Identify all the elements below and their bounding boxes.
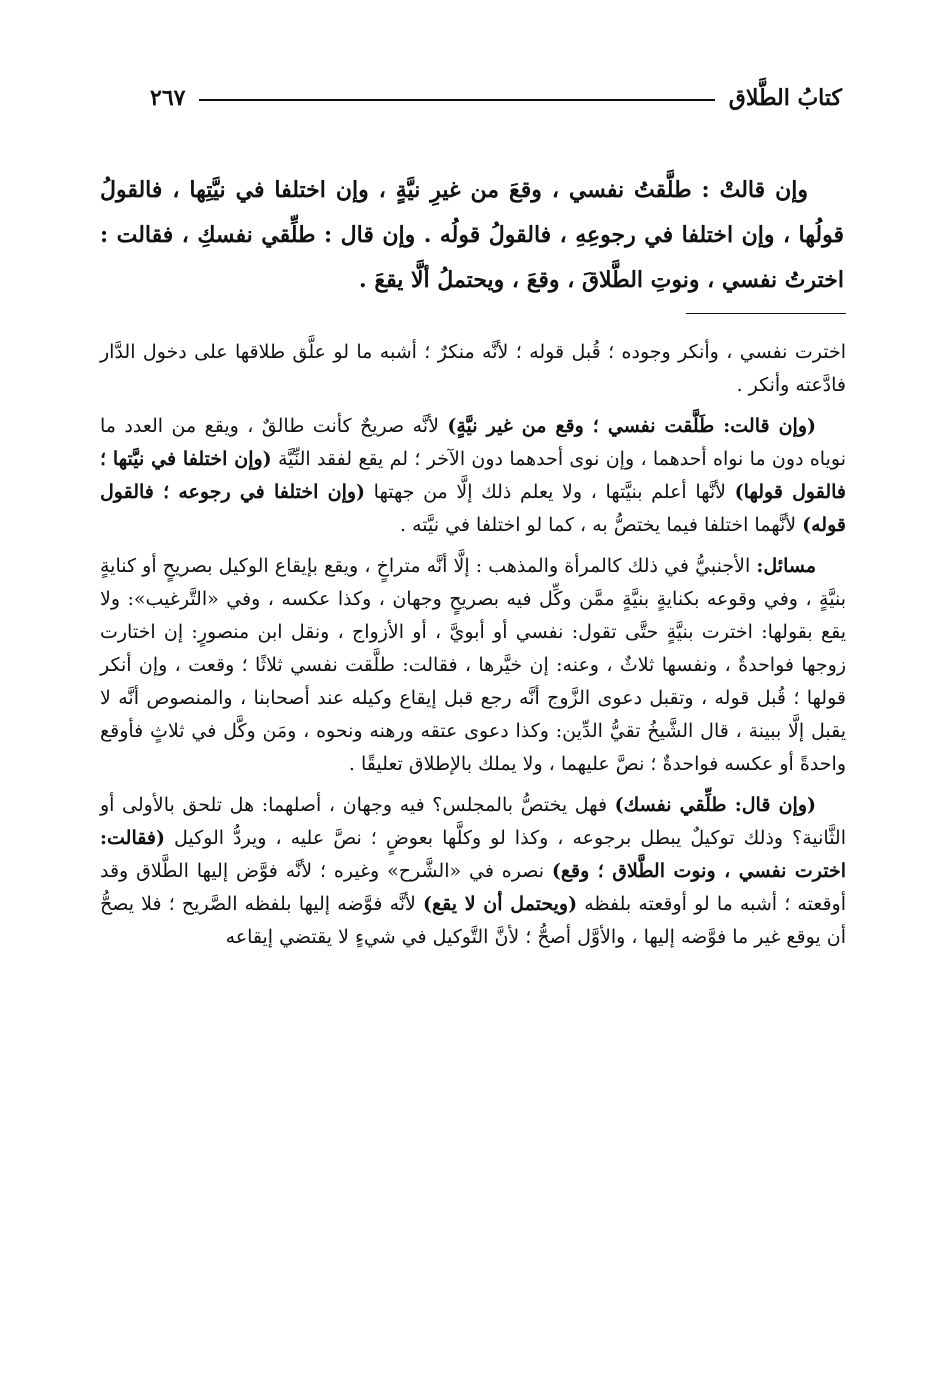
running-header bbox=[150, 78, 842, 118]
commentary-text: الأجنبيُّ في ذلك كالمرأة والمذهب : إلَّا أنَّه متراخٍ ، ويقع بإيقاع الوكيل بصريحٍ أو كنايةٍ بنيَّةٍ ، وفي وقوعه بكنايةٍ بنيَّةٍ ممَّن وكِّل فيه بصريحٍ وجهان ، وكذا عكسه ، وفي «التَّرغيب»: ولا يقع بقولها: اخترت بنيَّةٍ حتَّى تقول: نفسي أو أبويَّ ، أو الأزواج ، ونقل ابن منصورٍ: إن اختارت زوجها فواحدةٌ ، ونفسها ثلاثٌ ، وعنه: إن خيَّرها ، فقالت: طلَّقت نفسي ثلاثًا ؛ وقعت ، وإن أنكر قولها ؛ قُبل قوله ، وتقبل دعوى الزَّوج أنَّه رجع قبل إيقاع وكيله عند أصحابنا ، والمنصوص أنَّه لا يقبل إلَّا ببينة ، قال الشَّيخُ تقيُّ الدِّين: وكذا دعوى عتقه ورهنه ونحوه ، ومَن وكَّل في ثلاثٍ فأوقع واحدةً أو عكسه فواحدةٌ ؛ نصَّ عليهما ، ولا يملك بالإطلاق تعليقًا . bbox=[100, 555, 846, 775]
main-text-paragraph: وإن قالتْ : طلَّقتُ نفسي ، وقعَ من غيرِ نيَّةٍ ، وإن اختلفا في نيَّتِها ، فالقولُ قولُها ، وإن اختلفا في رجوعِهِ ، فالقولُ قولُه . وإن قال : طلِّقي نفسكِ ، فقالت : اخترتُ نفسي ، ونوتِ الطَّلاقَ ، وقعَ ، ويحتملُ ألَّا يقعَ . bbox=[100, 177, 844, 293]
commentary-paragraph-1: اخترت نفسي ، وأنكر وجوده ؛ قُبل قوله ؛ لأنَّه منكرٌ ؛ أشبه ما لو علَّق طلاقها على دخول الدَّار فادَّعته وأنكر . bbox=[100, 341, 846, 396]
header-rule bbox=[199, 99, 714, 101]
commentary-paragraph-4 bbox=[100, 789, 846, 954]
chapter-title: كتابُ الطَّلاق bbox=[728, 85, 842, 111]
section-label: مسائل: bbox=[756, 555, 816, 577]
commentary-text: لأنَّه صريحٌ كأنت طالقٌ ، ويقع من العدد ما نوياه دون ما نواه أحدهما ، وإن نوى أحدهما دون الآخر ؛ لم يقع لفقد النِّيَّة bbox=[100, 415, 846, 470]
quoted-text: (وإن قالت: طَلَّقت نفسي ؛ وقع من غير نيَّةٍ) bbox=[447, 415, 816, 437]
commentary-text: نصره في «الشَّرح» وغيره ؛ لأنَّه فوَّض إليها الطَّلاق وقد أوقعته ؛ أشبه ما لو أوقعته بلفظه bbox=[100, 860, 846, 915]
main-text bbox=[100, 168, 844, 303]
commentary-text: لأنَّه فوَّضه إليها بلفظه الصَّريح ؛ فلا يصحُّ أن يوقع غير ما فوَّضه إليها ، والأوَّل أصحُّ ؛ لأنَّ التَّوكيل في شيءٍ لا يقتضي إيقاعه bbox=[100, 893, 846, 948]
quoted-text: (ويحتمل أن لا يقع) bbox=[423, 893, 578, 915]
commentary-paragraph-3 bbox=[100, 550, 846, 781]
quoted-text: (وإن قال: طلِّقي نفسك) bbox=[614, 794, 816, 816]
quoted-text: (وإن اختلفا في رجوعه ؛ فالقول قوله) bbox=[100, 481, 846, 536]
page-number: ٢٦٧ bbox=[150, 85, 186, 111]
commentary-paragraph-2 bbox=[100, 410, 846, 542]
section-divider bbox=[686, 313, 846, 314]
commentary-text: لأنَّها أعلم بنيَّتها ، ولا يعلم ذلك إلَّا من جهتها bbox=[365, 481, 735, 503]
commentary bbox=[100, 336, 846, 962]
commentary-text: لأنَّهما اختلفا فيما يختصُّ به ، كما لو اختلفا في نيَّته . bbox=[400, 514, 803, 536]
commentary-text: فهل يختصُّ بالمجلس؟ فيه وجهان ، أصلهما: هل تلحق بالأولى أو الثَّانية؟ وذلك توكيلٌ يبطل برجوعه ، وكذا لو وكلَّها بعوضٍ ؛ نصَّ عليه ، ويردُّ الوكيل bbox=[100, 794, 846, 849]
quoted-text: (وإن اختلفا في نيَّتها ؛ فالقول قولها) bbox=[100, 448, 847, 503]
quoted-text: (فقالت: اخترت نفسي ، ونوت الطَّلاق ؛ وقع) bbox=[100, 827, 846, 882]
